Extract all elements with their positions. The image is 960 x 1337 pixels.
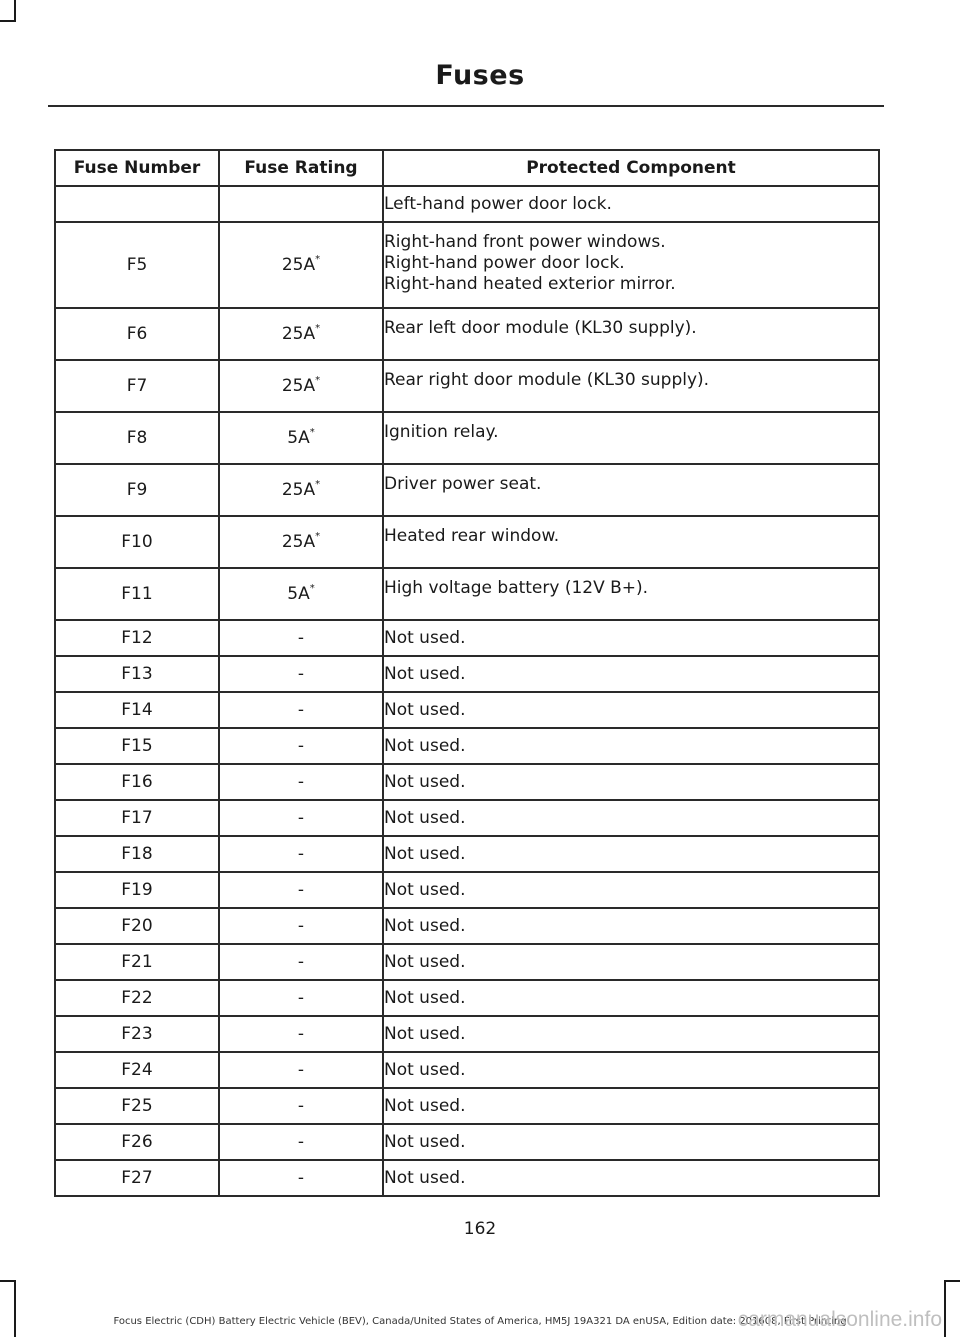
crop-mark-bottom-right (944, 1280, 960, 1282)
fuse-number-cell: F27 (55, 1160, 219, 1196)
footnote-asterisk: * (309, 426, 315, 438)
fuse-rating-value: 25A (281, 375, 316, 396)
protected-component-cell: Heated rear window. (383, 516, 879, 568)
fuse-number-cell: F5 (55, 222, 219, 308)
footnote-asterisk: * (315, 530, 321, 542)
table-row (55, 872, 879, 908)
fuse-rating-value: 25A (281, 479, 316, 500)
protected-component-cell: Rear left door module (KL30 supply). (383, 308, 879, 360)
protected-component-cell: Left-hand power door lock. (383, 186, 879, 222)
fuse-rating-value: 25A (281, 254, 316, 275)
protected-component-cell: Not used. (383, 728, 879, 764)
table-row (55, 186, 879, 222)
table-row (55, 1052, 879, 1088)
fuse-rating-value: - (297, 663, 305, 684)
protected-component-cell: Not used. (383, 1124, 879, 1160)
watermark: carmanualsonline.info (737, 1308, 942, 1331)
fuse-rating-cell (219, 1124, 383, 1160)
fuse-number-cell: F22 (55, 980, 219, 1016)
fuse-number-cell: F8 (55, 412, 219, 464)
fuse-rating-cell (219, 800, 383, 836)
table-row (55, 764, 879, 800)
fuse-rating-cell (219, 764, 383, 800)
table-row (55, 944, 879, 980)
fuse-number-cell: F26 (55, 1124, 219, 1160)
protected-component-cell: Driver power seat. (383, 464, 879, 516)
protected-component-cell: Not used. (383, 872, 879, 908)
protected-component-cell: High voltage battery (12V B+). (383, 568, 879, 620)
fuse-rating-value: - (297, 879, 305, 900)
table-row (55, 360, 879, 412)
table-row (55, 1088, 879, 1124)
fuse-rating-cell (219, 656, 383, 692)
fuse-number-cell: F16 (55, 764, 219, 800)
fuse-rating-cell (219, 516, 383, 568)
footnote-asterisk: * (309, 582, 315, 594)
table-row (55, 1160, 879, 1196)
fuse-rating-value: - (297, 915, 305, 936)
fuse-rating-value: - (297, 987, 305, 1008)
fuse-number-cell: F9 (55, 464, 219, 516)
protected-component-cell: Not used. (383, 692, 879, 728)
fuse-rating-cell (219, 620, 383, 656)
fuse-rating-cell (219, 464, 383, 516)
crop-mark-bottom-left (14, 1282, 16, 1337)
table-row (55, 464, 879, 516)
footnote-asterisk: * (315, 253, 321, 265)
fuse-number-cell: F25 (55, 1088, 219, 1124)
fuse-rating-value: - (297, 627, 305, 648)
table-row (55, 308, 879, 360)
header-protected-component: Protected Component (383, 150, 879, 186)
table-row (55, 980, 879, 1016)
fuse-rating-value: - (297, 699, 305, 720)
fuse-rating-value: 25A (281, 323, 316, 344)
fuse-rating-value: - (297, 1023, 305, 1044)
crop-mark-top-left (14, 0, 16, 20)
fuse-rating-cell (219, 836, 383, 872)
footer-text: Focus Electric (CDH) Battery Electric Vehicle (BEV), Canada/United States of America, HM5J 19A321 DA enUSA, Edition date: 201608, First Printing (113, 1316, 847, 1327)
table-row (55, 908, 879, 944)
fuse-rating-value: - (297, 1095, 305, 1116)
fuse-rating-value: - (297, 843, 305, 864)
protected-component-cell: Not used. (383, 980, 879, 1016)
footnote-asterisk: * (315, 322, 321, 334)
fuse-rating-value: - (297, 735, 305, 756)
protected-component-cell: Not used. (383, 836, 879, 872)
page-title: Fuses (435, 60, 525, 91)
fuse-rating-cell (219, 944, 383, 980)
fuse-rating-cell (219, 908, 383, 944)
fuse-table-body (55, 186, 879, 1196)
fuse-number-cell (55, 186, 219, 222)
page-number: 162 (463, 1219, 497, 1239)
fuse-number-cell: F23 (55, 1016, 219, 1052)
fuse-rating-cell (219, 222, 383, 308)
protected-component-cell: Right-hand front power windows. Right-hand power door lock. Right-hand heated exterior mirror. (383, 222, 879, 308)
fuse-rating-cell (219, 1052, 383, 1088)
fuse-number-cell: F6 (55, 308, 219, 360)
table-row (55, 412, 879, 464)
table-row (55, 1016, 879, 1052)
fuse-rating-value: - (297, 1167, 305, 1188)
fuse-number-cell: F24 (55, 1052, 219, 1088)
header-fuse-rating: Fuse Rating (219, 150, 383, 186)
fuse-number-cell: F20 (55, 908, 219, 944)
fuse-number-cell: F12 (55, 620, 219, 656)
table-header-row (55, 150, 879, 186)
table-row (55, 620, 879, 656)
protected-component-cell: Not used. (383, 1160, 879, 1196)
table-row (55, 1124, 879, 1160)
title-divider (48, 105, 884, 107)
fuse-rating-cell (219, 1016, 383, 1052)
fuse-rating-cell (219, 1088, 383, 1124)
fuse-rating-cell (219, 568, 383, 620)
protected-component-cell: Not used. (383, 764, 879, 800)
fuse-rating-value: - (297, 771, 305, 792)
fuse-rating-cell (219, 308, 383, 360)
fuse-number-cell: F15 (55, 728, 219, 764)
table-row (55, 692, 879, 728)
protected-component-cell: Ignition relay. (383, 412, 879, 464)
protected-component-cell: Not used. (383, 1052, 879, 1088)
fuse-rating-cell (219, 412, 383, 464)
table-row (55, 728, 879, 764)
table-row (55, 568, 879, 620)
protected-component-cell: Not used. (383, 1088, 879, 1124)
table-row (55, 836, 879, 872)
protected-component-cell: Not used. (383, 656, 879, 692)
protected-component-cell: Not used. (383, 1016, 879, 1052)
table-row (55, 222, 879, 308)
fuse-number-cell: F10 (55, 516, 219, 568)
fuse-rating-value: 5A (287, 427, 310, 448)
table-row (55, 516, 879, 568)
fuse-number-cell: F14 (55, 692, 219, 728)
fuse-table (54, 149, 880, 1197)
fuse-rating-cell (219, 728, 383, 764)
protected-component-cell: Not used. (383, 800, 879, 836)
fuse-rating-cell (219, 692, 383, 728)
fuse-rating-cell (219, 980, 383, 1016)
table-row (55, 800, 879, 836)
fuse-rating-cell (219, 360, 383, 412)
header-fuse-number: Fuse Number (55, 150, 219, 186)
fuse-number-cell: F13 (55, 656, 219, 692)
footnote-asterisk: * (315, 478, 321, 490)
protected-component-cell: Not used. (383, 908, 879, 944)
fuse-rating-value: - (297, 951, 305, 972)
fuse-rating-cell (219, 1160, 383, 1196)
crop-mark-bottom-right (944, 1282, 946, 1337)
fuse-number-cell: F17 (55, 800, 219, 836)
protected-component-cell: Rear right door module (KL30 supply). (383, 360, 879, 412)
fuse-rating-cell (219, 872, 383, 908)
footnote-asterisk: * (315, 374, 321, 386)
fuse-rating-cell (219, 186, 383, 222)
fuse-number-cell: F18 (55, 836, 219, 872)
crop-mark-bottom-left (0, 1280, 16, 1282)
fuse-rating-value: - (297, 1131, 305, 1152)
fuse-number-cell: F7 (55, 360, 219, 412)
fuse-rating-value: 5A (287, 583, 310, 604)
fuse-rating-value: - (297, 807, 305, 828)
fuse-rating-value: 25A (281, 531, 316, 552)
fuse-number-cell: F19 (55, 872, 219, 908)
crop-mark-top-left (0, 20, 16, 22)
fuse-rating-value: - (297, 1059, 305, 1080)
protected-component-cell: Not used. (383, 620, 879, 656)
table-row (55, 656, 879, 692)
fuse-number-cell: F21 (55, 944, 219, 980)
fuse-number-cell: F11 (55, 568, 219, 620)
protected-component-cell: Not used. (383, 944, 879, 980)
